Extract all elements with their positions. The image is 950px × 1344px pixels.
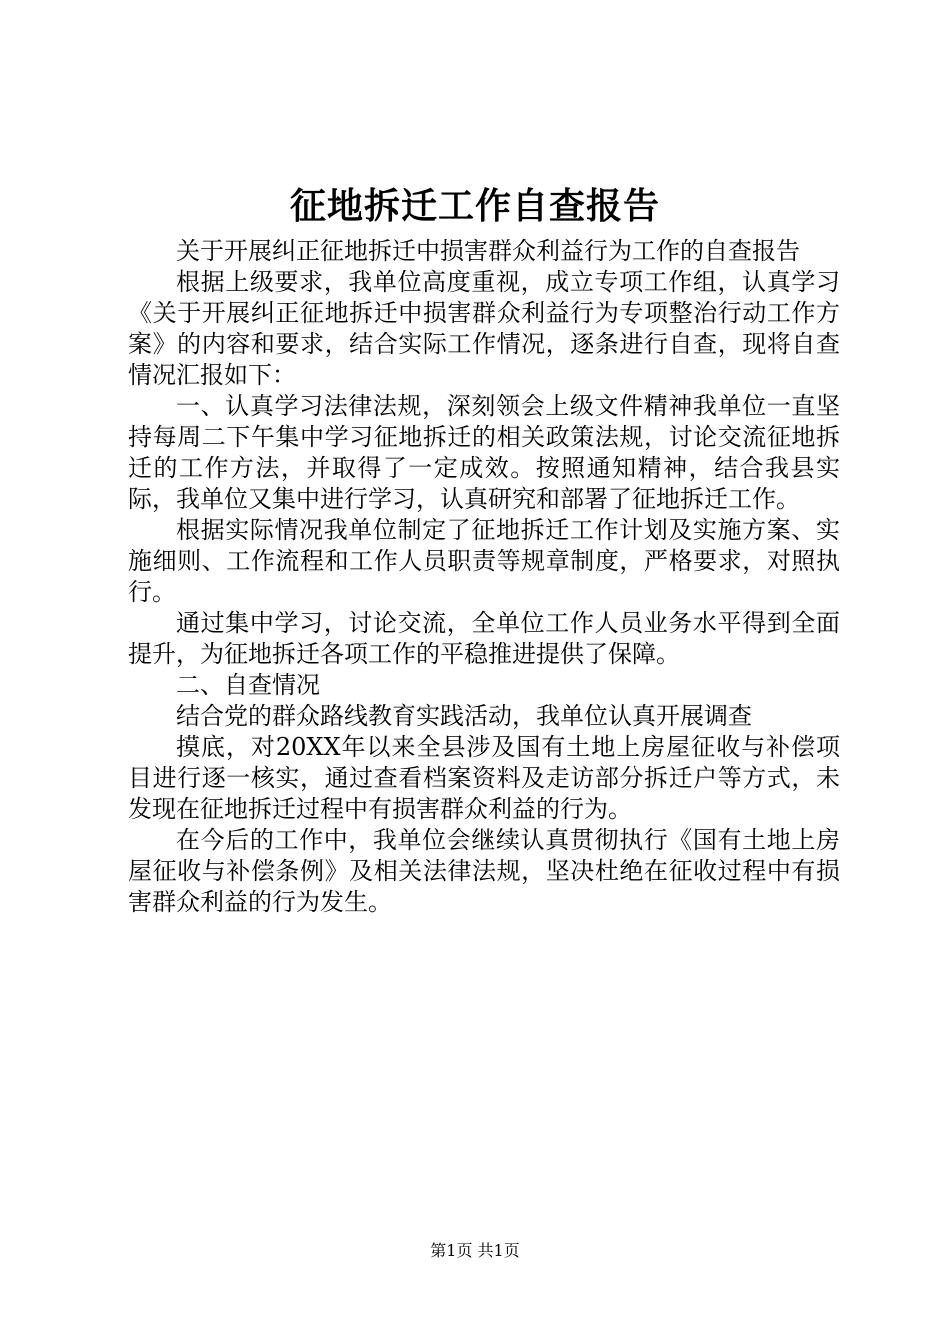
document-title: 征地拆迁工作自查报告 (289, 185, 660, 227)
paragraph-intro: 根据上级要求，我单位高度重视，成立专项工作组，认真学习《关于开展纠正征地拆迁中损害群众利益行为专项整治行动工作方案》的内容和要求，结合实际工作情况，逐条进行自查，现将自查情况汇报如下： (128, 268, 840, 389)
paragraph-heading: 关于开展纠正征地拆迁中损害群众利益行为工作的自查报告 (176, 237, 800, 265)
paragraph-results: 通过集中学习，讨论交流，全单位工作人员业务水平得到全面提升，为征地拆迁各项工作的平稳推进提供了保障。 (128, 609, 840, 668)
paragraph-conclusion: 在今后的工作中，我单位会继续认真贯彻执行《国有土地上房屋征收与补偿条例》及相关法律法规，坚决杜绝在征收过程中有损害群众利益的行为发生。 (128, 826, 840, 916)
page-footer: 第1页 共1页 (430, 1241, 520, 1260)
paragraph-findings: 摸底，对20XX年以来全县涉及国有土地上房屋征收与补偿项目进行逐一核实，通过查看档案资料及走访部分拆迁户等方式，未发现在征地拆迁过程中有损害群众利益的行为。 (128, 733, 840, 823)
paragraph-activity: 结合党的群众路线教育实践活动，我单位认真开展调查 (176, 702, 752, 730)
paragraph-section-two: 二、自查情况 (176, 671, 320, 699)
document-body (128, 236, 840, 918)
paragraph-measures: 根据实际情况我单位制定了征地拆迁工作计划及实施方案、实施细则、工作流程和工作人员职责等规章制度，严格要求，对照执行。 (128, 516, 840, 606)
paragraph-section-one: 一、认真学习法律法规，深刻领会上级文件精神我单位一直坚持每周二下午集中学习征地拆迁的相关政策法规，讨论交流征地拆迁的工作方法，并取得了一定成效。按照通知精神，结合我县实际，我单位又集中进行学习，认真研究和部署了征地拆迁工作。 (128, 392, 840, 513)
